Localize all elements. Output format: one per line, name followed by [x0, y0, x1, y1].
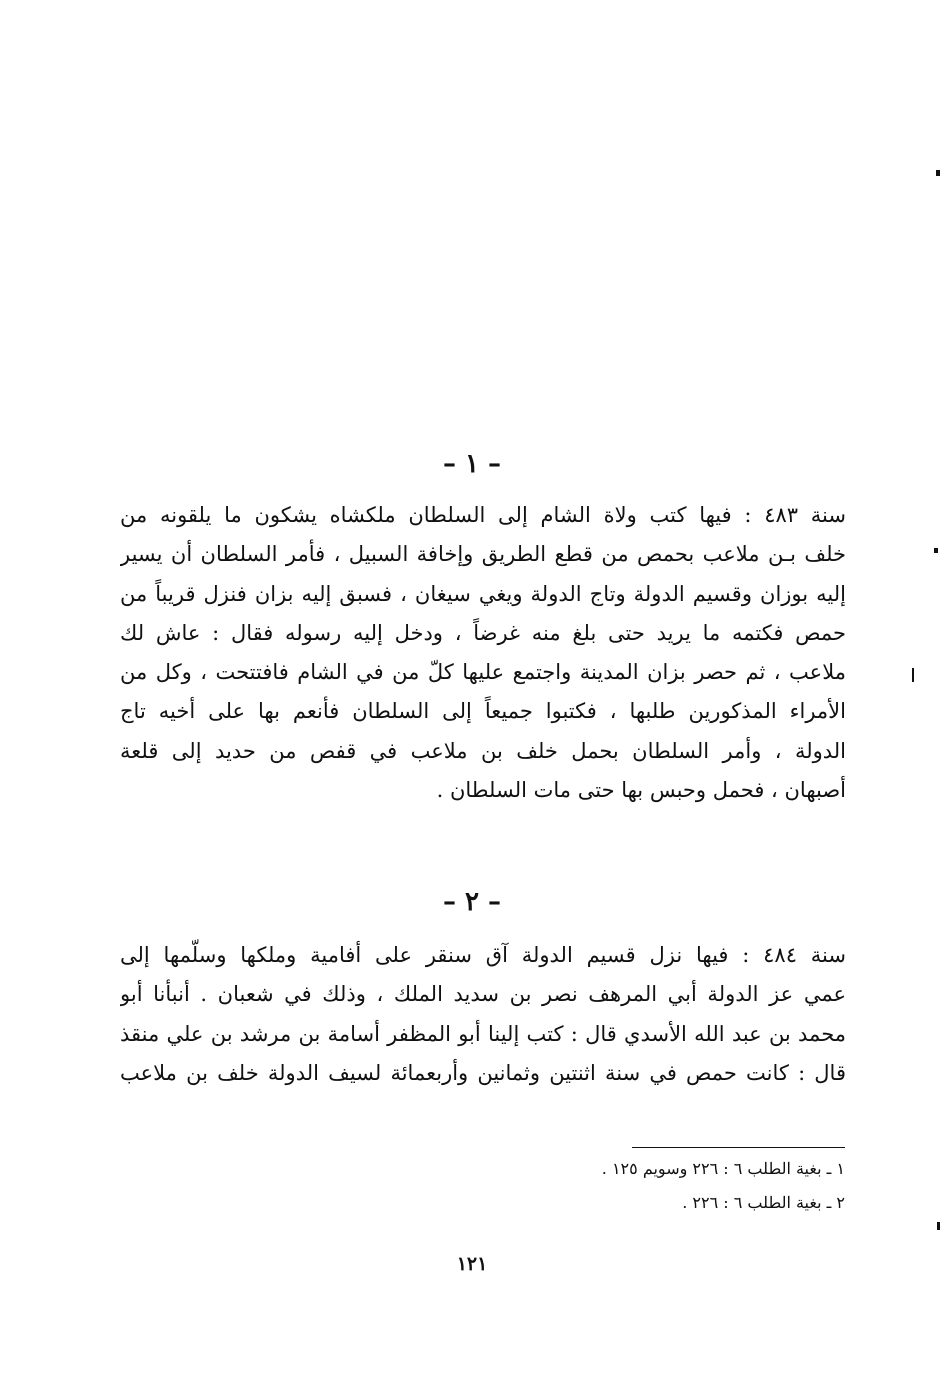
section-1-text [120, 496, 846, 810]
text-line: محمد بن عبد الله الأسدي قال : كتب إلينا أبو المظفر أسامة بن مرشد بن علي منقذ [120, 1021, 846, 1046]
scan-speck [937, 1222, 940, 1230]
text-line: حمص فكتمه ما يريد حتى بلغ منه غرضاً ، ودخل إليه رسوله فقال : عاش لك [120, 620, 846, 645]
text-line: الدولة ، وأمر السلطان بحمل خلف بن ملاعب في قفص من حديد إلى قلعة [120, 738, 846, 763]
text-line: أصبهان ، فحمل وحبس بها حتى مات السلطان . [436, 778, 846, 803]
page-number: ١٢١ [456, 1253, 488, 1275]
section-2-text [120, 936, 846, 1093]
footnotes [420, 1152, 845, 1220]
text-line: ملاعب ، ثم حصر بزان المدينة واجتمع عليها كلّ من في الشام فافتتحت ، وكل من [120, 660, 846, 685]
text-line: عمي عز الدولة أبي المرهف نصر بن سديد الملك ، وذلك في شعبان . أنبأنا أبو [120, 982, 846, 1007]
text-line: خلف بـن ملاعب بحمص من قطع الطريق وإخافة السبيل ، فأمر السلطان أن يسير [120, 542, 846, 567]
footnote-1: ١ ـ بغية الطلب ٦ : ٢٢٦ وسويم ١٢٥ . [601, 1159, 845, 1178]
scan-speck [934, 548, 938, 553]
scan-speck [912, 668, 914, 682]
text-line: قال : كانت حمص في سنة اثنتين وثمانين وأربعمائة لسيف الدولة خلف بن ملاعب [120, 1060, 846, 1085]
text-line: إليه بوزان وقسيم الدولة وتاج الدولة ويغي سيغان ، فسبق إليه بزان فنزل قريباً من [120, 581, 846, 606]
text-line: الأمراء المذكورين طلبها ، فكتبوا جميعاً إلى السلطان فأنعم بها على أخيه تاج [120, 699, 846, 724]
footnote-divider [632, 1147, 845, 1148]
text-line: سنة ٤٨٤ : فيها نزل قسيم الدولة آق سنقر على أفامية وملكها وسلّمها إلى [120, 943, 846, 967]
footnote-2: ٢ ـ بغية الطلب ٦ : ٢٢٦ . [682, 1193, 845, 1212]
section-number-1: – ١ – [442, 449, 502, 479]
section-number-2: – ٢ – [442, 887, 502, 917]
scan-speck [936, 170, 940, 176]
text-line: سنة ٤٨٣ : فيها كتب ولاة الشام إلى السلطان ملكشاه يشكون ما يلقونه من [120, 503, 846, 527]
